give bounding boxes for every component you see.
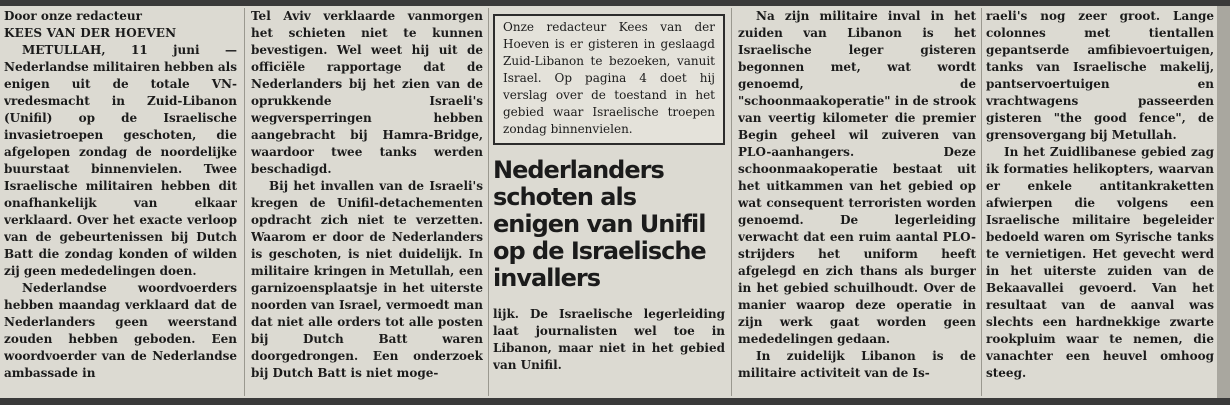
column-divider bbox=[981, 8, 982, 396]
bottom-rule bbox=[0, 398, 1230, 405]
column-1 bbox=[4, 8, 237, 398]
editor-note-text: Onze redacteur Kees van der Hoeven is er gisteren in geslaagd Zuid-Libanon te bezoeken, vanuit Israel. Op pagina 4 doet hij verslag over de toestand in het gebied waar Israelische troepen zondag binnenvielen. bbox=[503, 20, 715, 136]
paragraph: raeli's nog zeer groot. Lange colonnes met tientallen gepantserde amfibievoertuigen, tanks van Israelische makelij, pantservoertuigen en vrachtwagens passeerden gisteren "the good fence", de grensovergang bij Metullah. bbox=[986, 9, 1214, 142]
headline bbox=[493, 157, 725, 292]
top-rule bbox=[0, 0, 1230, 6]
dateline: METULLAH, 11 juni — bbox=[22, 43, 237, 57]
column-divider bbox=[731, 8, 732, 396]
byline-intro: Door onze redacteur bbox=[4, 9, 142, 23]
paragraph: Bij het invallen van de Israeli's kregen de Unifil-detachementen opdracht zich niet te verzetten. Waarom er door de Nederlanders is geschoten, is niet duidelijk. In militaire kringen in Metullah, een garnizoensplaatsje in het uiterste noorden van Israel, vermoedt man dat niet alle orders tot alle posten bij Dutch Batt waren doorgedrongen. Een onderzoek bij Dutch Batt is niet moge- bbox=[251, 179, 483, 380]
paragraph: Na zijn militaire inval in het zuiden van Libanon is het Israelische leger gisteren begonnen met, wat wordt genoemd, de "schoonmaakoperatie" in de strook van veertig kilometer die premier Begin geheel wil zuiveren van PLO-aanhangers. Deze schoonmaakoperatie bestaat uit het uitkammen van het gebied op wat consequent terroristen worden genoemd. De legerleiding verwacht dat een ruim aantal PLO-strijders het uniform heeft afgelegd en zich thans als burger in het gebied schuilhoudt. Over de manier waarop deze operatie in zijn werk gaat worden geen mededelingen gedaan. bbox=[738, 9, 976, 346]
scan-edge bbox=[1217, 6, 1230, 398]
column-divider bbox=[488, 8, 489, 396]
headline-line: Nederlanders bbox=[493, 156, 664, 184]
author-name: KEES VAN DER HOEVEN bbox=[4, 26, 177, 40]
headline-line: schoten als bbox=[493, 183, 636, 211]
paragraph: Tel Aviv verklaarde vanmorgen het schieten niet te kunnen bevestigen. Wel weet hij uit de officiële rapportage dat de Nederlanders bij het zien van de oprukkende Israeli's wegversperringen hebben aangebracht bij Hamra-Bridge, waardoor twee tanks werden beschadigd. bbox=[251, 9, 483, 176]
column-2 bbox=[251, 8, 483, 398]
paragraph: Nederlandse woordvoerders hebben maandag verklaard dat de Nederlanders geen weerstand zouden hebben geboden. Een woordvoerder van de Nederlandse ambassade in bbox=[4, 281, 237, 380]
column-divider bbox=[244, 8, 245, 396]
paragraph: lijk. De Israelische legerleiding laat journalisten wel toe in Libanon, maar niet in het gebied van Unifil. bbox=[493, 307, 725, 372]
editor-note-box bbox=[493, 14, 725, 145]
headline-line: invallers bbox=[493, 264, 601, 292]
column-4 bbox=[738, 8, 976, 398]
headline-line: op de Israelische bbox=[493, 237, 706, 265]
lead-paragraph bbox=[4, 42, 237, 280]
lead-text: Nederlandse militairen hebben als enigen uit de totale VN-vredesmacht in Zuid-Libanon (Unifil) op de Israelische invasietroepen geschoten, die afgelopen zondag de noordelijke buurstaat binnenvielen. Twee Israelische militairen hebben dit onafhankelijk van elkaar verklaard. Over het exacte verloop van de gebeurtenissen bij Dutch Batt die zondag konden of wilden zij geen mededelingen doen. bbox=[4, 60, 237, 278]
paragraph: In zuidelijk Libanon is de militaire activiteit van de Is- bbox=[738, 349, 976, 380]
paragraph: In het Zuidlibanese gebied zag ik formaties helikopters, waarvan er enkele antitankraketten afwierpen die volgens een Israelische militaire begeleider bedoeld waren om Syrische tanks te vernietigen. Het gevecht werd in het uiterste zuiden van de Bekaavallei gevoerd. Van het resultaat van de aanval was slechts een hardnekkige zwarte rookpluim waar te nemen, die vanachter een heuvel omhoog steeg. bbox=[986, 145, 1214, 380]
column-5 bbox=[986, 8, 1214, 398]
headline-line: enigen van Unifil bbox=[493, 210, 706, 238]
column-3 bbox=[493, 8, 725, 398]
